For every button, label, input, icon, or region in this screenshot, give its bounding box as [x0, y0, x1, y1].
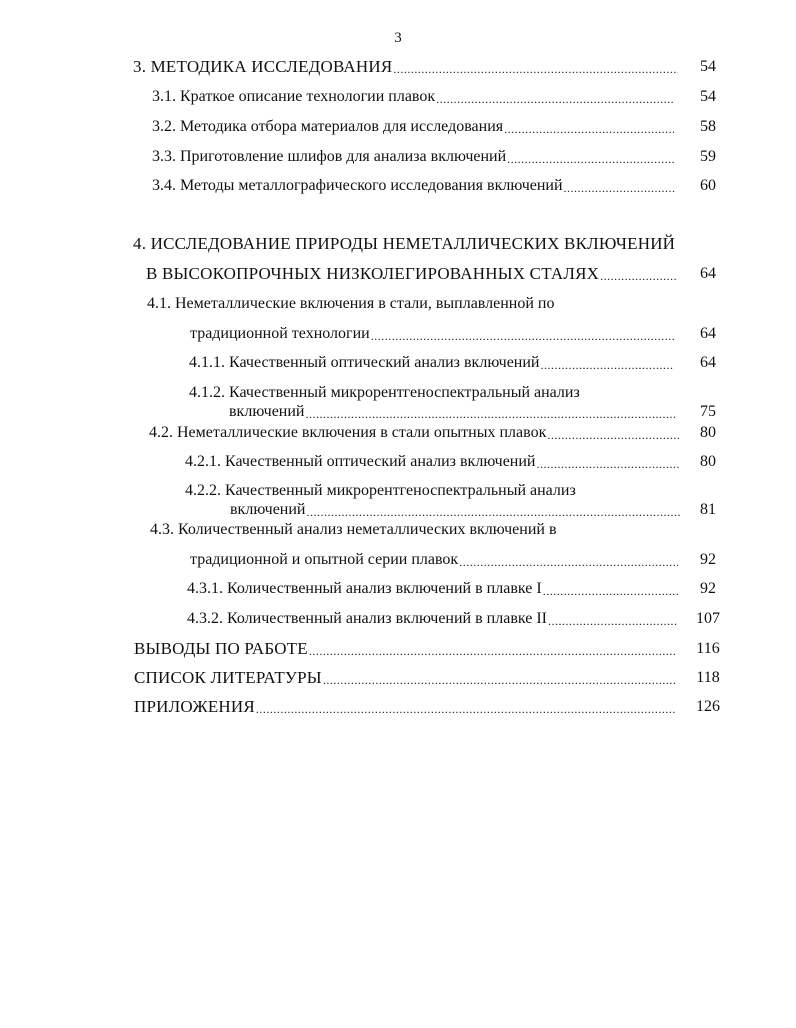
toc-entry-title: 4.1.1. Качественный оптический анализ включений [189, 354, 540, 371]
toc-page: 64 [700, 354, 716, 371]
toc-entry-4-1-2-line1[interactable]: 4.1.2. Качественный микрорентгеноспектральный анализ [189, 384, 580, 401]
toc-entry-4-3-2[interactable] [187, 609, 678, 629]
toc-page: 80 [700, 424, 716, 441]
toc-leader [547, 427, 680, 443]
toc-leader [371, 328, 676, 344]
toc-entry-title: ПРИЛОЖЕНИЯ [134, 697, 255, 716]
toc-page: 59 [700, 148, 716, 165]
toc-page: 118 [696, 669, 720, 686]
toc-page: 64 [700, 265, 716, 282]
toc-entry-4[interactable] [146, 264, 676, 284]
toc-leader [507, 151, 674, 167]
toc-entry-3-1[interactable] [152, 87, 674, 107]
toc-leader [504, 121, 674, 137]
toc-leader [537, 456, 681, 472]
toc-page: 80 [700, 453, 716, 470]
toc-entry-4-3-1[interactable] [187, 579, 678, 599]
toc-entry-4-2-2-line1[interactable]: 4.2.2. Качественный микрорентгеноспектральный анализ [185, 482, 576, 499]
toc-entry-4-2-1[interactable] [185, 452, 680, 472]
toc-page: 64 [700, 325, 716, 342]
toc-entry-4-2[interactable] [149, 423, 680, 443]
toc-entry-title: 3.1. Краткое описание технологии плавок [152, 88, 436, 105]
toc-entry-title: В ВЫСОКОПРОЧНЫХ НИЗКОЛЕГИРОВАННЫХ СТАЛЯХ [146, 264, 600, 283]
toc-page: 54 [700, 88, 716, 105]
toc-page: 107 [696, 610, 720, 627]
toc-entry-4-2-2[interactable] [230, 500, 680, 520]
toc-entry-4-3-line1[interactable]: 4.3. Количественный анализ неметаллических включений в [150, 521, 557, 538]
toc-entry-references[interactable] [134, 668, 676, 688]
toc-entry-4-line1[interactable]: 4. ИССЛЕДОВАНИЕ ПРИРОДЫ НЕМЕТАЛЛИЧЕСКИХ ВКЛЮЧЕНИЙ [133, 234, 676, 253]
toc-entry-title: 4.3.1. Количественный анализ включений в плавке I [187, 580, 542, 597]
toc-entry-3-2[interactable] [152, 117, 674, 137]
toc-entry-title: включений [230, 501, 306, 518]
toc-leader [307, 504, 681, 520]
toc-leader [436, 91, 674, 107]
toc-page: 54 [700, 58, 716, 75]
toc-entry-3-3[interactable] [152, 147, 674, 167]
toc-page: 81 [700, 501, 716, 518]
toc-entry-4-1-2[interactable] [229, 402, 676, 422]
toc-leader [306, 406, 677, 422]
toc-page: 116 [696, 640, 720, 657]
toc-leader [256, 701, 676, 717]
toc-entry-title: традиционной и опытной серии плавок [190, 551, 459, 568]
toc-leader [541, 357, 674, 373]
toc-leader [309, 643, 676, 659]
toc-entry-title: 3.3. Приготовление шлифов для анализа включений [152, 148, 507, 165]
toc-leader [459, 554, 678, 570]
toc-entry-4-1-1[interactable] [189, 353, 673, 373]
toc-entry-conclusions[interactable] [134, 639, 676, 659]
toc-leader [543, 583, 678, 599]
toc-leader [393, 61, 678, 77]
toc-entry-title: СПИСОК ЛИТЕРАТУРЫ [134, 668, 322, 687]
toc-entry-3-4[interactable] [152, 176, 676, 196]
toc-page: 92 [700, 580, 716, 597]
toc-page: 58 [700, 118, 716, 135]
toc-leader [548, 613, 678, 629]
toc-leader [600, 268, 676, 284]
toc-entry-appendices[interactable] [134, 697, 676, 717]
toc-entry-title: ВЫВОДЫ ПО РАБОТЕ [134, 639, 308, 658]
toc-page: 75 [700, 403, 716, 420]
toc-page: 60 [700, 177, 716, 194]
toc-entry-4-1-line1[interactable]: 4.1. Неметаллические включения в стали, выплавленной по [147, 295, 555, 312]
toc-entry-3[interactable] [133, 57, 678, 77]
page-number: 3 [394, 30, 402, 46]
toc-entry-title: 3. МЕТОДИКА ИССЛЕДОВАНИЯ [133, 57, 393, 76]
toc-entry-title: 4.2.1. Качественный оптический анализ включений [185, 453, 536, 470]
toc-entry-title: включений [229, 403, 305, 420]
toc-entry-title: 3.2. Методика отбора материалов для исследования [152, 118, 504, 135]
toc-entry-4-1[interactable] [190, 324, 676, 344]
toc-page: 126 [696, 698, 720, 715]
toc-entry-title: 4.2. Неметаллические включения в стали опытных плавок [149, 424, 547, 441]
toc-page: 92 [700, 551, 716, 568]
toc-entry-title: 4.3.2. Количественный анализ включений в плавке II [187, 610, 548, 627]
toc-leader [323, 672, 676, 688]
toc-entry-title: 3.4. Методы металлографического исследования включений [152, 177, 563, 194]
toc-entry-title: традиционной технологии [190, 325, 370, 342]
toc-leader [564, 180, 676, 196]
toc-entry-4-3[interactable] [190, 550, 678, 570]
